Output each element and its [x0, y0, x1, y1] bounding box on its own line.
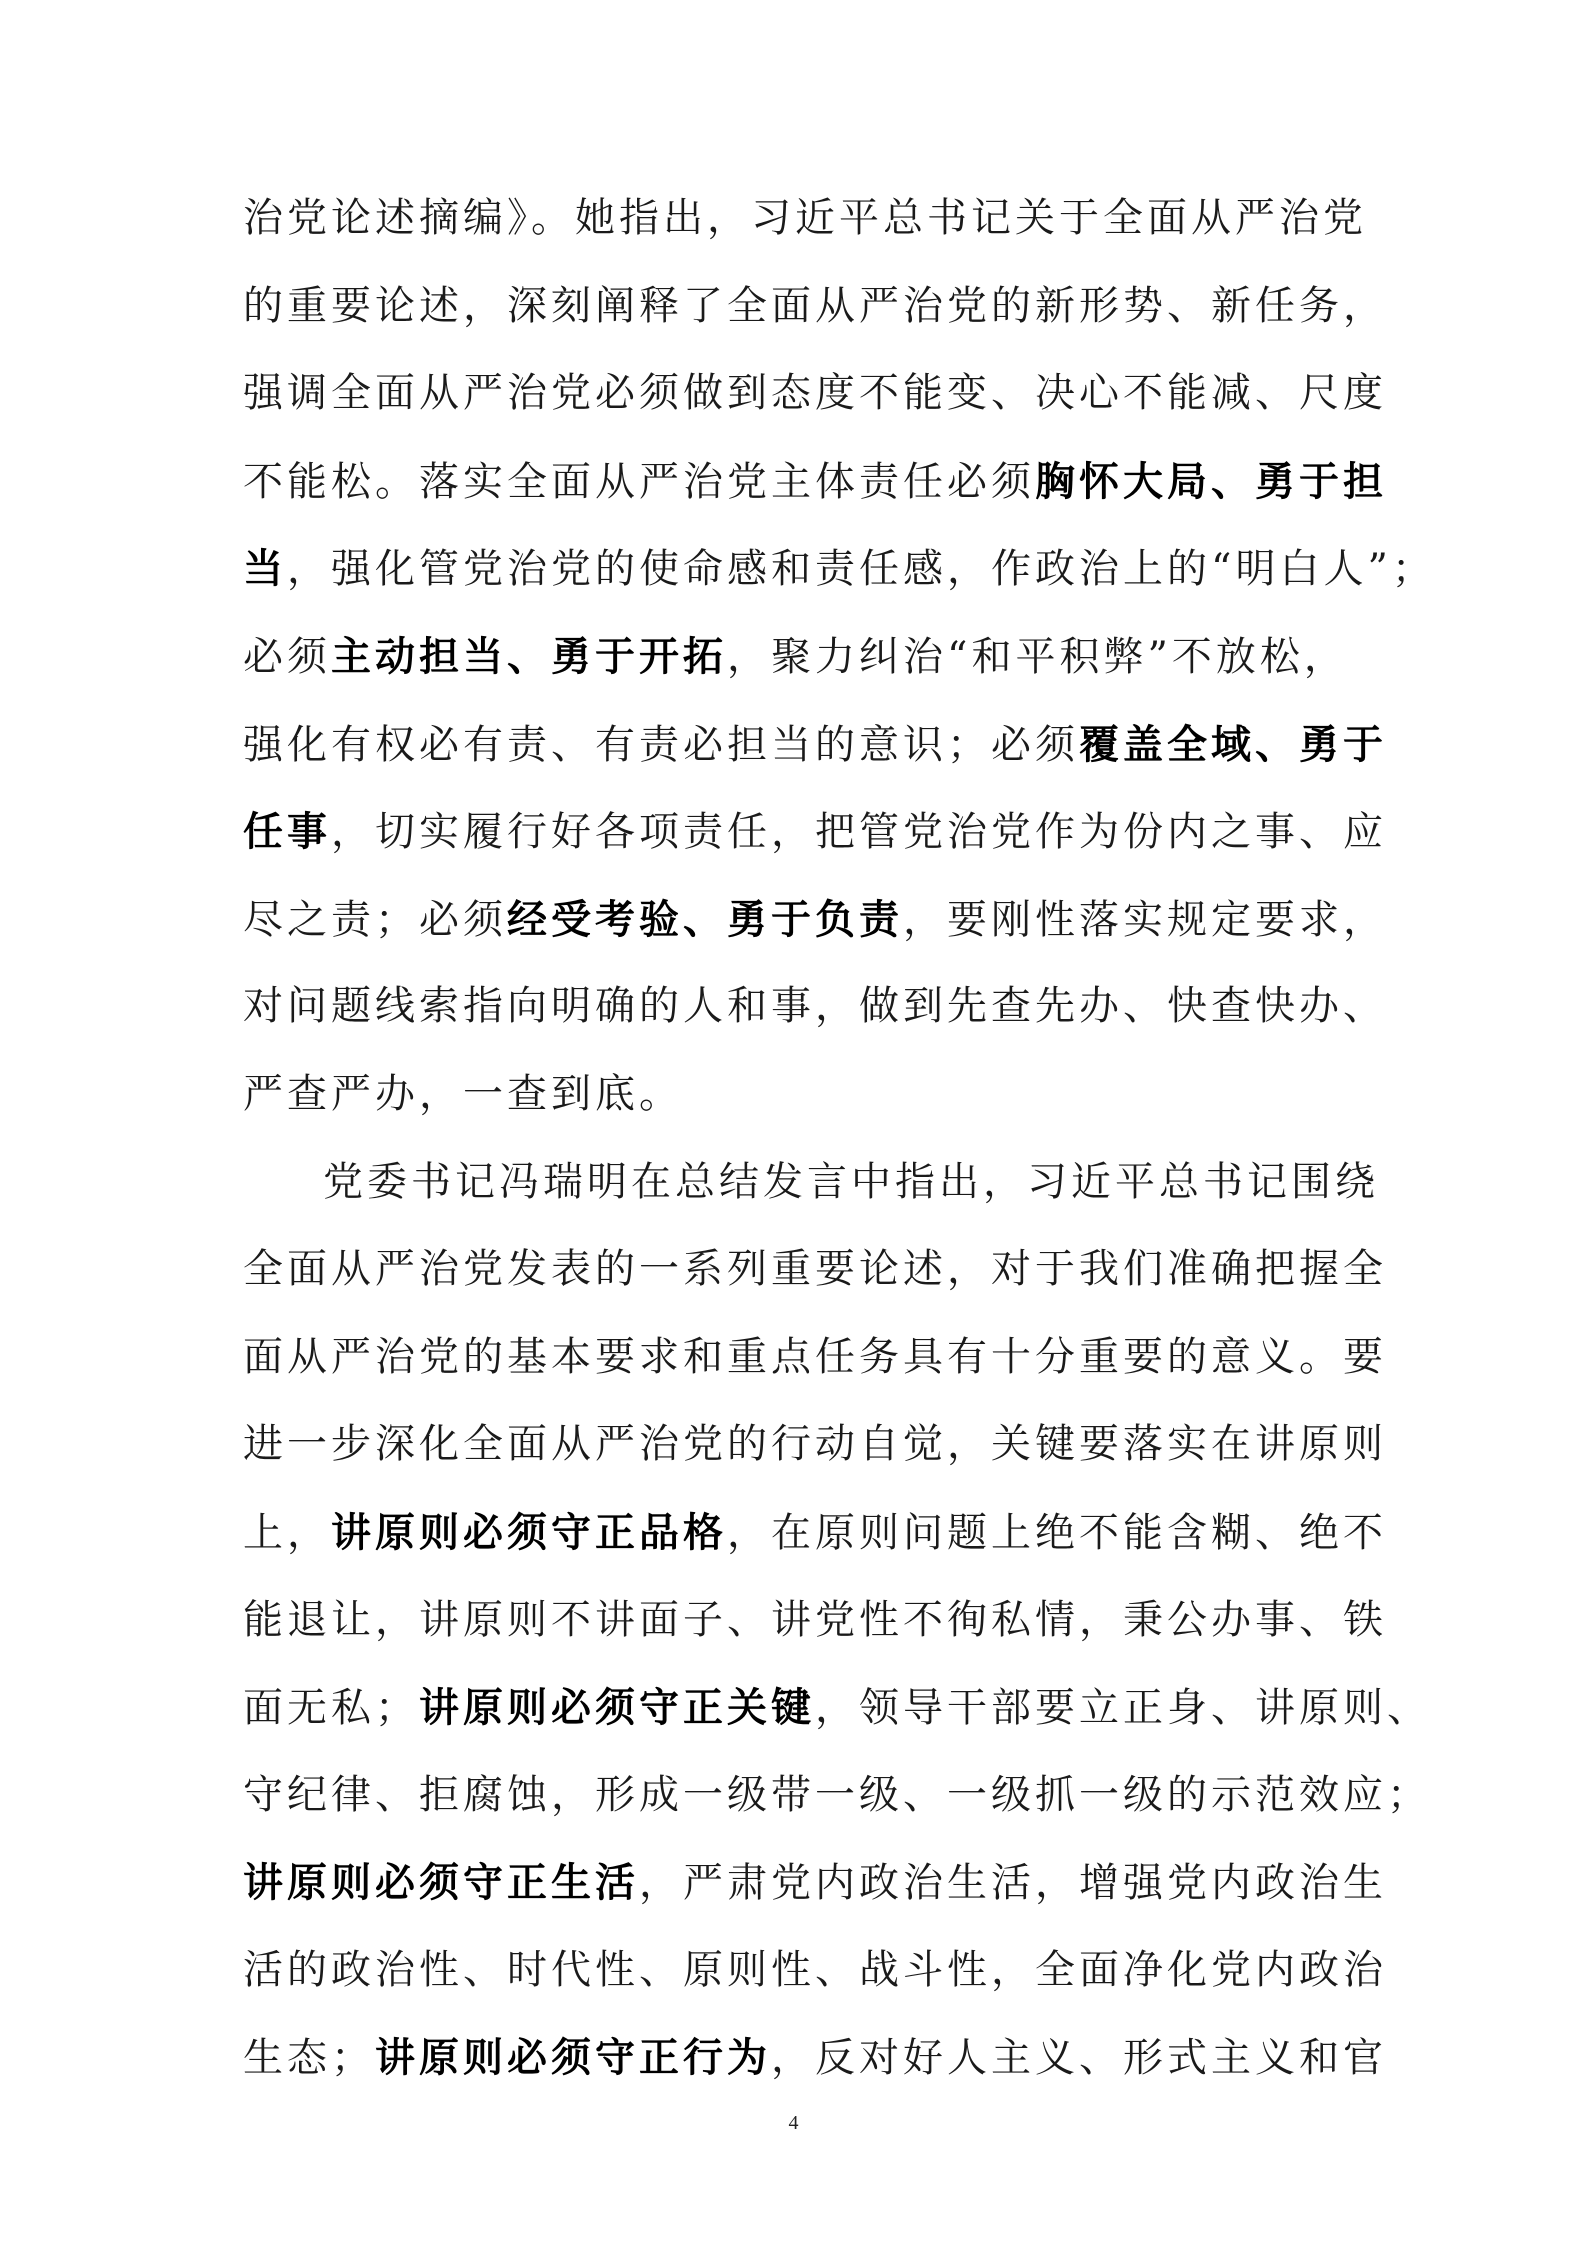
text-segment: 的重要论述，深刻阐释了全面从严治党的新形势、新任务，: [243, 282, 1387, 329]
bold-text-segment: 覆盖全域、勇于: [1079, 720, 1387, 768]
text-segment: 强化有权必有责、有责必担当的意识；必须: [243, 721, 1079, 768]
text-segment: 党委书记冯瑞明在总结发言中指出，习近平总书记围绕: [323, 1158, 1379, 1205]
text-segment: 面无私；: [243, 1685, 419, 1732]
bold-text-segment: 讲原则必须守正品格: [331, 1508, 727, 1556]
text-segment: 严查严办，一查到底。: [243, 1070, 683, 1117]
text-line: [243, 350, 1387, 438]
body-text: [243, 175, 1436, 2102]
bold-text-segment: 经受考验、勇于负责: [507, 895, 903, 943]
text-segment: ，聚力纠治“和平积弊”不放松，: [727, 633, 1348, 680]
text-segment: ，领导干部要立正身、讲原则、: [815, 1685, 1431, 1732]
text-segment: ，严肃党内政治生活，增强党内政治生: [639, 1860, 1387, 1907]
text-segment: 上，: [243, 1509, 331, 1556]
text-segment: 不能松。落实全面从严治党主体责任必须: [243, 458, 1035, 505]
text-segment: 必须: [243, 633, 331, 680]
text-segment: 进一步深化全面从严治党的行动自觉，关键要落实在讲原则: [243, 1421, 1387, 1468]
bold-text-segment: 主动担当、勇于开拓: [331, 632, 727, 680]
text-segment: 面从严治党的基本要求和重点任务具有十分重要的意义。要: [243, 1333, 1387, 1380]
text-line: [243, 1664, 1431, 1752]
text-line: [243, 788, 1387, 876]
text-segment: 治党论述摘编》。她指出，习近平总书记关于全面从严治党: [243, 195, 1367, 241]
text-segment: ，在原则问题上绝不能含糊、绝不: [727, 1509, 1387, 1556]
text-segment: 对问题线索指向明确的人和事，做到先查先办、快查快办、: [243, 983, 1387, 1030]
text-line: [243, 701, 1387, 789]
text-segment: 生态；: [243, 2035, 375, 2082]
text-line: [243, 1752, 1431, 1840]
bold-text-segment: 任事: [243, 808, 331, 856]
text-line: [243, 1577, 1387, 1665]
text-line: [243, 1489, 1387, 1577]
text-line: [243, 1839, 1387, 1927]
text-line: [243, 1314, 1387, 1402]
bold-text-segment: 当: [243, 545, 287, 593]
text-segment: 尽之责；必须: [243, 896, 507, 943]
bold-text-segment: 讲原则必须守正行为: [375, 2034, 771, 2082]
text-segment: ，强化管党治党的使命感和责任感，作政治上的“明白人”；: [287, 546, 1436, 593]
text-line: [243, 876, 1387, 964]
text-line: [243, 613, 1348, 701]
text-segment: 强调全面从严治党必须做到态度不能变、决心不能减、尺度: [243, 370, 1387, 417]
text-line: [243, 175, 1367, 263]
text-segment: 能退让，讲原则不讲面子、讲党性不徇私情，秉公办事、铁: [243, 1596, 1387, 1643]
text-line: [243, 525, 1436, 613]
text-line: [243, 963, 1387, 1051]
text-segment: 活的政治性、时代性、原则性、战斗性，全面净化党内政治: [243, 1946, 1387, 1993]
text-segment: ，要刚性落实规定要求，: [903, 896, 1387, 943]
text-segment: 全面从严治党发表的一系列重要论述，对于我们准确把握全: [243, 1246, 1387, 1293]
text-line: [243, 1401, 1387, 1489]
bold-text-segment: 胸怀大局、勇于担: [1035, 457, 1387, 505]
text-line: [243, 1226, 1387, 1314]
text-line: [243, 1051, 1348, 1139]
text-line: [243, 1927, 1387, 2015]
text-line: [243, 438, 1387, 526]
text-line: [243, 263, 1387, 351]
bold-text-segment: 讲原则必须守正关键: [419, 1684, 815, 1732]
text-segment: ，切实履行好各项责任，把管党治党作为份内之事、应: [331, 809, 1387, 856]
text-segment: 守纪律、拒腐蚀，形成一级带一级、一级抓一级的示范效应；: [243, 1771, 1431, 1818]
page-number: 4: [788, 2112, 799, 2134]
text-line: [243, 1139, 1379, 1227]
bold-text-segment: 讲原则必须守正生活: [243, 1859, 639, 1907]
text-segment: ，反对好人主义、形式主义和官: [771, 2035, 1387, 2082]
text-line: [243, 2014, 1387, 2102]
